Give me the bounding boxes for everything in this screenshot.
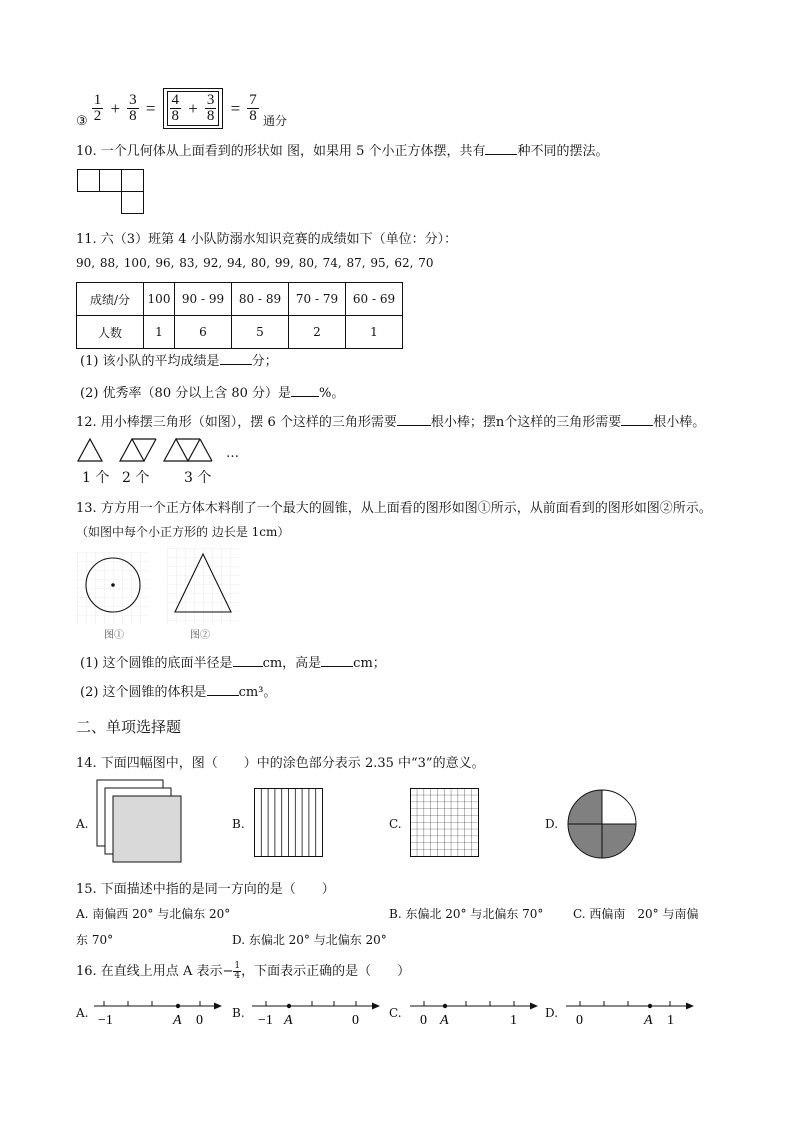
- q12-text: 12. 用小棒摆三角形（如图），摆 6 个这样的三角形需要 根小棒；摆n个这样的三角形需要 根小棒。: [76, 415, 706, 430]
- q16-text: 16. 在直线上用点 A 表示− $\frac{1}{4}$ ，下面表示正确的是（ ）: [76, 961, 411, 981]
- svg-text:−1: −1: [258, 1013, 273, 1028]
- q16-option-a-letter[interactable]: A.: [76, 1006, 89, 1020]
- q9-suffix: 通分: [262, 114, 287, 128]
- boxed-sum: $\frac{4}{8}$ + $\frac{3}{8}$: [163, 88, 224, 129]
- q12-triangle-figure: [76, 437, 236, 463]
- fraction-7-8: $\frac{7}{8}$: [249, 92, 257, 124]
- q11-part2: (2) 优秀率（80 分以上含 80 分）是 %。: [80, 386, 345, 401]
- table-row: 成绩/分 100 90 - 99 80 - 89 70 - 79 60 - 69: [77, 283, 403, 316]
- q11-scores: 90, 88, 100, 96, 83, 92, 94, 80, 99, 80, 74, 87, 95, 62, 70: [76, 256, 434, 270]
- q16-option-b-letter[interactable]: B.: [232, 1006, 245, 1020]
- svg-text:1: 1: [510, 1013, 517, 1028]
- q12-label-3: 3 个: [184, 470, 212, 486]
- q13-figure-2: [167, 548, 239, 624]
- q14-option-b-label[interactable]: B.: [232, 817, 245, 831]
- q14-option-a-label[interactable]: A.: [76, 817, 89, 831]
- q16-option-b-numberline[interactable]: [250, 998, 382, 1030]
- section-title: 二、单项选择题: [76, 718, 182, 736]
- q10-text: 10. 一个几何体从上面看到的形状如 图，如果用 5 个小正方体摆，共有 种不同的摆法。: [76, 144, 609, 159]
- svg-text:1: 1: [667, 1013, 674, 1028]
- q13-line2: （如图中每个小正方形的 边长是 1cm）: [76, 525, 290, 539]
- svg-text:0: 0: [420, 1013, 427, 1028]
- q14-option-c-label[interactable]: C.: [389, 817, 402, 831]
- q11-part1: (1) 该小队的平均成绩是 分；: [80, 354, 278, 369]
- q11-blank-average[interactable]: [220, 352, 252, 365]
- svg-text:A: A: [644, 1013, 653, 1028]
- q13-part1: (1) 这个圆锥的底面半径是 cm，高是 cm；: [80, 656, 386, 671]
- q11-title: 11. 六（3）班第 4 小队防溺水知识竞赛的成绩如下（单位：分）：: [76, 232, 458, 247]
- svg-text:A: A: [440, 1013, 449, 1028]
- svg-text:A: A: [173, 1013, 182, 1028]
- q16-option-a-numberline[interactable]: [92, 998, 224, 1030]
- q10-top-view-figure: [77, 169, 147, 215]
- q15-option-b[interactable]: B. 东偏北 20° 与北偏东 70°: [389, 907, 544, 921]
- q11-blank-rate[interactable]: [291, 384, 319, 397]
- q14-option-d-label[interactable]: D.: [545, 817, 559, 831]
- q16-option-c-numberline[interactable]: [408, 998, 540, 1030]
- q13-figure-1: [77, 552, 149, 624]
- q9-part3-equation: ③ $\frac{1}{2}$ + $\frac{3}{8}$ = $\frac{4}{8}$ + $\frac{3}{8}$ = $\frac{7}{8}$ 通分: [76, 88, 287, 129]
- q13-fig2-caption: 图②: [190, 630, 210, 641]
- q15-option-a[interactable]: A. 南偏西 20° 与北偏东 20°: [76, 907, 231, 921]
- q14-option-d-figure[interactable]: [566, 788, 638, 860]
- q13-line1: 13. 方方用一个正方体木料削了一个最大的圆锥，从上面看的图形如图①所示，从前面看到的图形如图②所示。: [76, 501, 712, 516]
- q14-option-b-figure[interactable]: [254, 788, 324, 858]
- q16-option-d-letter[interactable]: D.: [545, 1006, 559, 1020]
- svg-text:0: 0: [576, 1013, 583, 1028]
- q13-blank-radius[interactable]: [233, 654, 263, 667]
- fraction-3-8: $\frac{3}{8}$: [129, 92, 137, 124]
- table-row: 人数 1 6 5 2 1: [77, 316, 403, 349]
- svg-text:0: 0: [352, 1013, 359, 1028]
- svg-text:0: 0: [196, 1013, 203, 1028]
- svg-text:A: A: [284, 1013, 293, 1028]
- q9-marker: ③: [76, 114, 88, 129]
- q13-blank-height[interactable]: [321, 654, 353, 667]
- q15-text: 15. 下面描述中指的是同一方向的是（ ）: [76, 882, 335, 897]
- q15-option-c-cont[interactable]: 东 70°: [76, 933, 114, 947]
- q13-fig1-caption: 图①: [104, 630, 124, 641]
- q16-option-d-numberline[interactable]: [564, 998, 696, 1030]
- q14-option-c-figure[interactable]: [410, 788, 480, 858]
- fraction-1-2: $\frac{1}{2}$: [93, 92, 102, 124]
- q15-option-c[interactable]: C. 西偏南 20° 与南偏: [573, 907, 699, 921]
- q12-blank-6[interactable]: [397, 413, 431, 426]
- q12-blank-n[interactable]: [621, 413, 653, 426]
- q13-blank-volume[interactable]: [207, 683, 239, 696]
- q16-option-c-letter[interactable]: C.: [389, 1006, 402, 1020]
- q12-label-1: 1 个: [82, 470, 110, 486]
- q12-label-2: 2 个: [122, 470, 150, 486]
- q14-text: 14. 下面四幅图中，图（ ）中的涂色部分表示 2.35 中“3”的意义。: [76, 756, 485, 771]
- q10-blank[interactable]: [485, 142, 517, 155]
- svg-text:−1: −1: [98, 1013, 113, 1028]
- q14-option-a-figure[interactable]: [96, 779, 186, 865]
- q13-part2: (2) 这个圆锥的体积是 cm³。: [80, 685, 277, 700]
- q11-score-table: [76, 282, 403, 349]
- q15-option-d[interactable]: D. 东偏北 20° 与北偏东 20°: [232, 933, 387, 947]
- q12-ellipsis: …: [226, 446, 239, 461]
